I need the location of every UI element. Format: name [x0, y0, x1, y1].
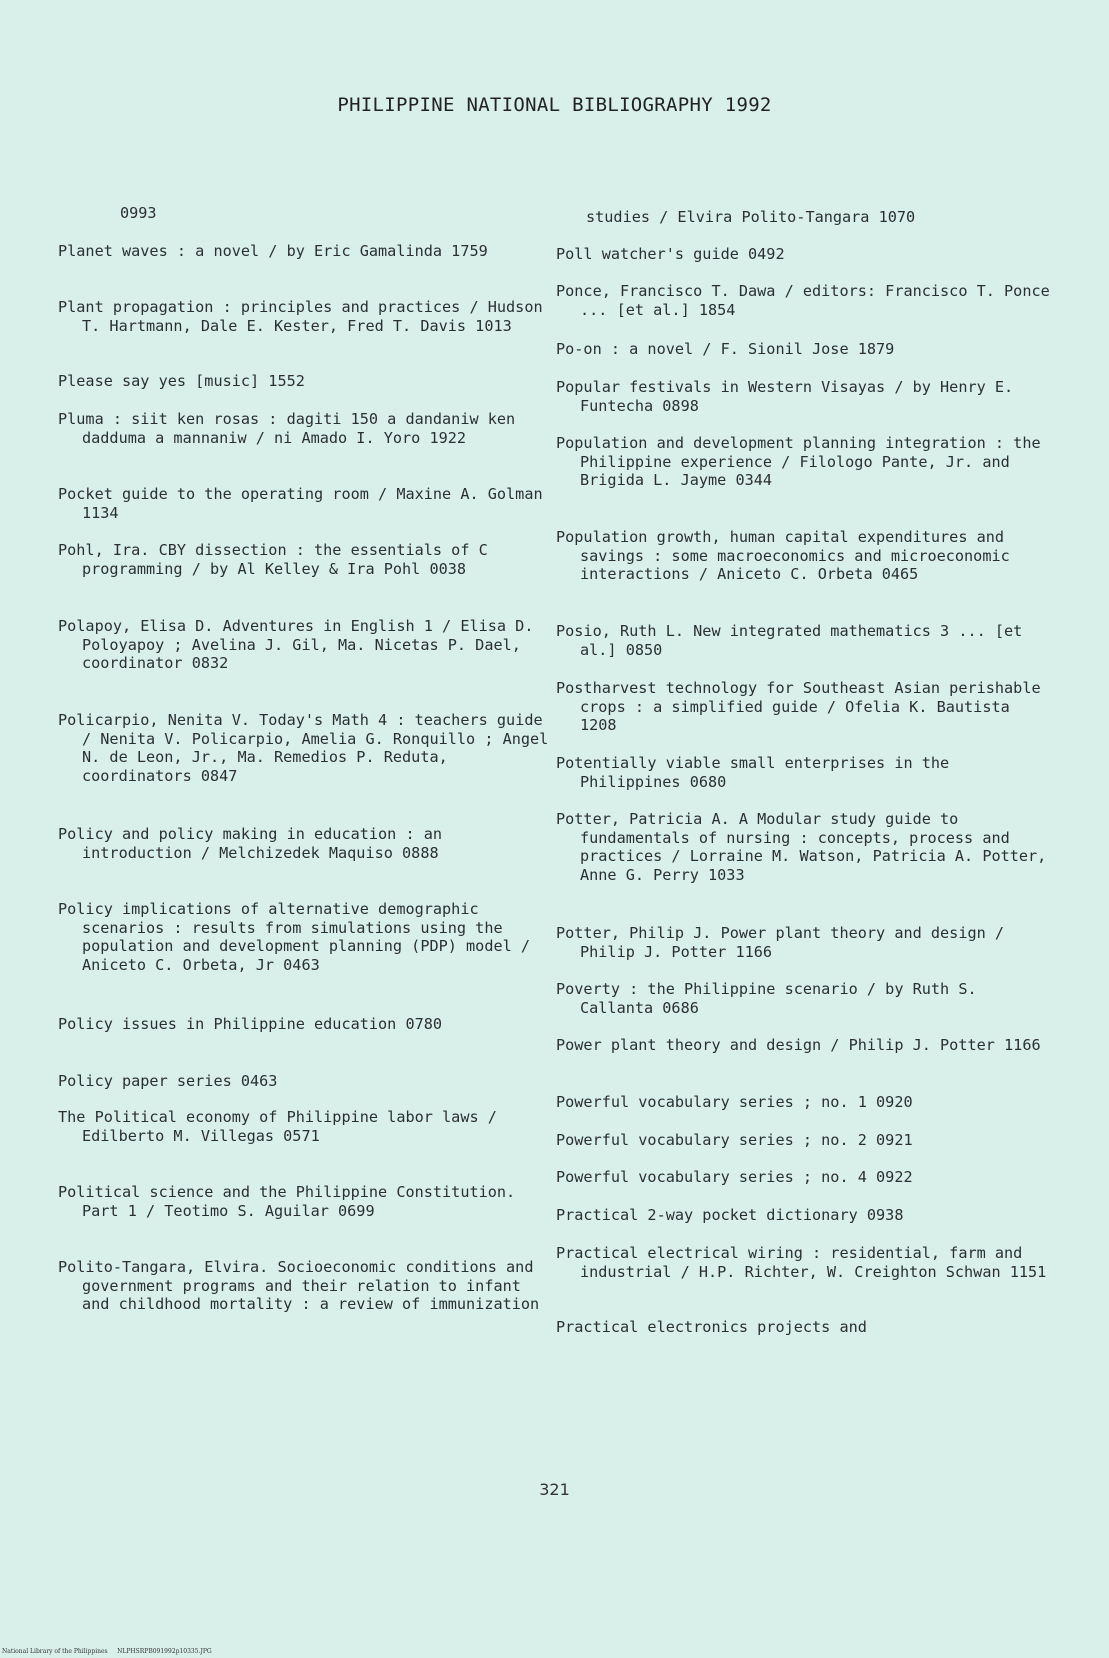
list-item: Practical electronics projects and	[556, 1318, 867, 1336]
list-item: Poverty : the Philippine scenario / by Ruth S. Callanta 0686	[556, 980, 986, 1017]
list-item: Pohl, Ira. CBY dissection : the essentials of C programming / by Al Kelley & Ira Pohl 0038	[58, 541, 497, 578]
list-item: Ponce, Francisco T. Dawa / editors: Francisco T. Ponce ... [et al.] 1854	[556, 282, 1059, 319]
list-item: Policy and policy making in education : an introduction / Melchizedek Maquiso 0888	[58, 825, 452, 862]
list-item: Policy implications of alternative demographic scenarios : results from simulations using the population and development planning (PDP) model / Aniceto C. Orbeta, Jr 0463	[58, 900, 540, 974]
list-item: Please say yes [music] 1552	[58, 372, 305, 390]
list-item: Posio, Ruth L. New integrated mathematics 3 ... [et al.] 0850	[556, 622, 1032, 659]
list-item: Poll watcher's guide 0492	[556, 245, 785, 263]
list-item: Potter, Philip J. Power plant theory and design / Philip J. Potter 1166	[556, 924, 1014, 961]
list-item: Power plant theory and design / Philip J. Potter 1166	[556, 1036, 1041, 1054]
continuation-line: studies / Elvira Polito-Tangara 1070	[586, 208, 916, 226]
list-item: Pocket guide to the operating room / Maxine A. Golman 1134	[58, 485, 552, 522]
list-item: Powerful vocabulary series ; no. 2 0921	[556, 1131, 913, 1149]
list-item: Po-on : a novel / F. Sionil Jose 1879	[556, 340, 895, 358]
continuation-number: 0993	[120, 204, 157, 222]
list-item: Population growth, human capital expenditures and savings : some macroeconomics and microeconomic interactions / Aniceto C. Orbeta 0465	[556, 528, 1019, 583]
scan-footer: National Library of the Philippines NLPHSRPB091992p10335.JPG	[2, 1648, 212, 1655]
list-item: Powerful vocabulary series ; no. 4 0922	[556, 1168, 913, 1186]
list-item: Postharvest technology for Southeast Asian perishable crops : a simplified guide / Ofelia K. Bautista 1208	[556, 679, 1050, 734]
list-item: Practical electrical wiring : residential, farm and industrial / H.P. Richter, W. Creighton Schwan 1151	[556, 1244, 1047, 1281]
list-item: Political science and the Philippine Constitution. Part 1 / Teotimo S. Aguilar 0699	[58, 1183, 525, 1220]
list-item: Population and development planning integration : the Philippine experience / Filologo Pante, Jr. and Brigida L. Jayme 0344	[556, 434, 1050, 489]
list-item: Popular festivals in Western Visayas / by Henry E. Funtecha 0898	[556, 378, 1023, 415]
list-item: Pluma : siit ken rosas : dagiti 150 a dandaniw ken dadduma a mannaniw / ni Amado I. Yoro 1922	[58, 410, 525, 447]
list-item: Potentially viable small enterprises in the Philippines 0680	[556, 754, 959, 791]
list-item: Policy issues in Philippine education 0780	[58, 1015, 443, 1033]
list-item: Practical 2-way pocket dictionary 0938	[556, 1206, 904, 1224]
list-item: Planet waves : a novel / by Eric Gamalinda 1759	[58, 242, 488, 260]
list-item: Potter, Patricia A. A Modular study guide to fundamentals of nursing : concepts, process and practices / Lorraine M. Watson, Patricia A. Potter, Anne G. Perry 1033	[556, 810, 1056, 884]
list-item: Policy paper series 0463	[58, 1072, 278, 1090]
list-item: Polito-Tangara, Elvira. Socioeconomic conditions and government programs and their relation to infant and childhood mortality : a review of immunization	[58, 1258, 543, 1313]
list-item: Powerful vocabulary series ; no. 1 0920	[556, 1093, 913, 1111]
list-item: Policarpio, Nenita V. Today's Math 4 : teachers guide / Nenita V. Policarpio, Amelia G. Ronquillo ; Angel N. de Leon, Jr., Ma. Remedios P. Reduta, coordinators 0847	[58, 711, 558, 785]
list-item: Polapoy, Elisa D. Adventures in English 1 / Elisa D. Poloyapoy ; Avelina J. Gil, Ma. Nicetas P. Dael, coordinator 0832	[58, 617, 543, 672]
page-number: 321	[539, 1480, 570, 1499]
list-item: The Political economy of Philippine labor laws / Edilberto M. Villegas 0571	[58, 1108, 507, 1145]
list-item: Plant propagation : principles and practices / Hudson T. Hartmann, Dale E. Kester, Fred T. Davis 1013	[58, 298, 552, 335]
page-title: PHILIPPINE NATIONAL BIBLIOGRAPHY 1992	[337, 94, 772, 116]
